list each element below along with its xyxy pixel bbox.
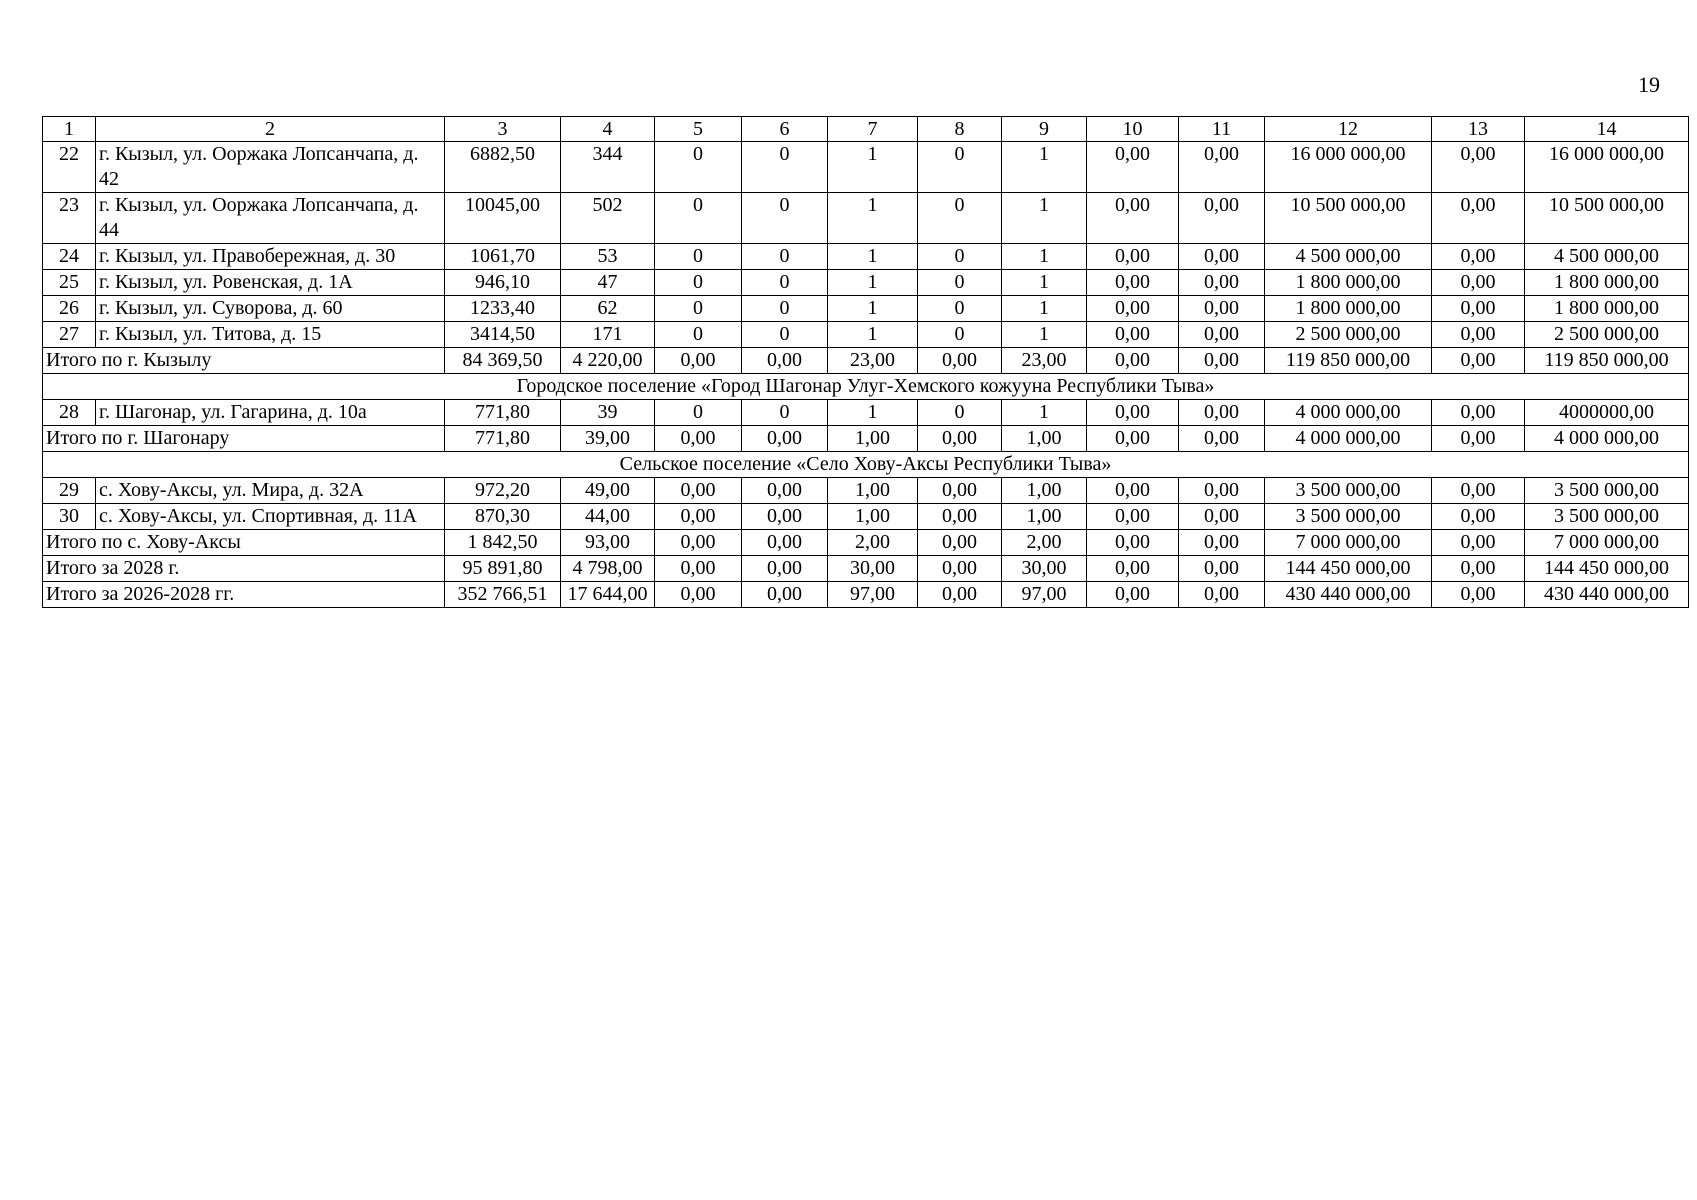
table-cell: 0 xyxy=(918,400,1002,426)
table-cell: г. Кызыл, ул. Ооржака Лопсанчапа, д. 42 xyxy=(96,142,445,193)
table-cell: 3 500 000,00 xyxy=(1265,504,1432,530)
table-row xyxy=(43,270,1689,296)
table-cell: 10 500 000,00 xyxy=(1525,193,1689,244)
table-cell: 0,00 xyxy=(1432,400,1525,426)
table-cell: 0,00 xyxy=(1179,530,1265,556)
table-cell: 16 000 000,00 xyxy=(1525,142,1689,193)
table-cell: 1 800 000,00 xyxy=(1265,270,1432,296)
table-cell: 44,00 xyxy=(561,504,655,530)
table-cell: 0,00 xyxy=(1179,296,1265,322)
table-cell: 771,80 xyxy=(445,426,561,452)
table-cell: 0,00 xyxy=(918,504,1002,530)
table-cell: 0,00 xyxy=(1432,296,1525,322)
table-cell: 1 xyxy=(43,117,96,142)
table-cell: 0,00 xyxy=(1432,426,1525,452)
table-cell: 1233,40 xyxy=(445,296,561,322)
table-cell: Итого по с. Хову-Аксы xyxy=(43,530,445,556)
table-cell: 7 000 000,00 xyxy=(1265,530,1432,556)
table-row xyxy=(43,193,1689,244)
table-cell: 9 xyxy=(1002,117,1087,142)
table-cell: 23,00 xyxy=(828,348,918,374)
table-cell: 17 644,00 xyxy=(561,582,655,608)
table-cell: с. Хову-Аксы, ул. Спортивная, д. 11А xyxy=(96,504,445,530)
table-cell: 0 xyxy=(918,193,1002,244)
table-cell: 5 xyxy=(655,117,742,142)
table-cell: 0 xyxy=(742,270,828,296)
table-cell: 0,00 xyxy=(1087,556,1179,582)
table-row xyxy=(43,504,1689,530)
table-cell: 30,00 xyxy=(1002,556,1087,582)
table-cell: 30,00 xyxy=(828,556,918,582)
table-cell: 0,00 xyxy=(1179,556,1265,582)
table-cell: 27 xyxy=(43,322,96,348)
table-cell: 39 xyxy=(561,400,655,426)
table-cell: 502 xyxy=(561,193,655,244)
table-cell: 2 500 000,00 xyxy=(1525,322,1689,348)
table-cell: 1 xyxy=(1002,400,1087,426)
table-cell: 53 xyxy=(561,244,655,270)
table-cell: 0,00 xyxy=(918,348,1002,374)
table-cell: 0,00 xyxy=(1179,193,1265,244)
table-cell: 4 798,00 xyxy=(561,556,655,582)
table-body xyxy=(43,117,1689,608)
section-row xyxy=(43,452,1689,478)
table-cell: 0,00 xyxy=(1179,142,1265,193)
table-cell: 0,00 xyxy=(1087,322,1179,348)
table-cell: 430 440 000,00 xyxy=(1525,582,1689,608)
table-cell: 0 xyxy=(742,142,828,193)
table-cell: 0,00 xyxy=(918,530,1002,556)
table-cell: 1,00 xyxy=(828,426,918,452)
header-row xyxy=(43,117,1689,142)
table-cell: 4 220,00 xyxy=(561,348,655,374)
table-cell: 0,00 xyxy=(1087,530,1179,556)
total-row xyxy=(43,530,1689,556)
table-cell: 1 xyxy=(1002,193,1087,244)
table-cell: 352 766,51 xyxy=(445,582,561,608)
table-row xyxy=(43,296,1689,322)
table-cell: с. Хову-Аксы, ул. Мира, д. 32А xyxy=(96,478,445,504)
table-cell: 0 xyxy=(742,193,828,244)
table-cell: 0,00 xyxy=(655,504,742,530)
table-cell: 0,00 xyxy=(655,582,742,608)
table-row xyxy=(43,142,1689,193)
table-cell: 0,00 xyxy=(1179,582,1265,608)
table-cell: 97,00 xyxy=(1002,582,1087,608)
table-cell: 7 000 000,00 xyxy=(1525,530,1689,556)
table-cell: 0,00 xyxy=(1179,478,1265,504)
table-cell: 1 xyxy=(828,244,918,270)
table-cell: 0,00 xyxy=(1179,322,1265,348)
table-cell: 25 xyxy=(43,270,96,296)
table-cell: 0,00 xyxy=(1087,582,1179,608)
table-cell: 1 xyxy=(828,296,918,322)
table-cell: 0 xyxy=(918,322,1002,348)
table-cell: 0 xyxy=(742,322,828,348)
table-cell: 30 xyxy=(43,504,96,530)
table-cell: 1,00 xyxy=(828,504,918,530)
table-cell: 1 800 000,00 xyxy=(1265,296,1432,322)
table-cell: 0,00 xyxy=(1087,504,1179,530)
table-cell: 0,00 xyxy=(742,530,828,556)
table-cell: 0 xyxy=(655,270,742,296)
table-cell: 95 891,80 xyxy=(445,556,561,582)
table-cell: 0,00 xyxy=(1087,270,1179,296)
table-cell: 39,00 xyxy=(561,426,655,452)
table-cell: 0,00 xyxy=(655,348,742,374)
table-cell: 62 xyxy=(561,296,655,322)
table-cell: 0,00 xyxy=(1432,478,1525,504)
table-cell: 171 xyxy=(561,322,655,348)
table-row xyxy=(43,400,1689,426)
total-row xyxy=(43,426,1689,452)
table-cell: 1 xyxy=(1002,244,1087,270)
table-cell: 1 xyxy=(1002,296,1087,322)
table-cell: 0 xyxy=(742,400,828,426)
table-row xyxy=(43,478,1689,504)
table-cell: г. Кызыл, ул. Ооржака Лопсанчапа, д. 44 xyxy=(96,193,445,244)
table-cell: 0,00 xyxy=(1087,400,1179,426)
table-cell: 0,00 xyxy=(1087,193,1179,244)
table-cell: 1,00 xyxy=(828,478,918,504)
table-cell: 3 500 000,00 xyxy=(1265,478,1432,504)
table-cell: 0,00 xyxy=(742,478,828,504)
table-cell: 771,80 xyxy=(445,400,561,426)
table-cell: Итого по г. Кызылу xyxy=(43,348,445,374)
table-cell: 0 xyxy=(655,193,742,244)
table-cell: 0,00 xyxy=(1432,270,1525,296)
table-cell: г. Кызыл, ул. Правобережная, д. 30 xyxy=(96,244,445,270)
page-number: 19 xyxy=(1638,72,1660,97)
table-cell: 0,00 xyxy=(1087,478,1179,504)
table-cell: 0,00 xyxy=(1179,244,1265,270)
table-cell: 3 500 000,00 xyxy=(1525,478,1689,504)
table-cell: 8 xyxy=(918,117,1002,142)
table-cell: 28 xyxy=(43,400,96,426)
table-cell: 4 000 000,00 xyxy=(1265,400,1432,426)
table-cell: 0,00 xyxy=(1432,582,1525,608)
table-cell: 0,00 xyxy=(742,348,828,374)
table-cell: 24 xyxy=(43,244,96,270)
table-cell: 4 xyxy=(561,117,655,142)
table-cell: 1 xyxy=(828,322,918,348)
table-cell: 13 xyxy=(1432,117,1525,142)
table-cell: 0 xyxy=(918,244,1002,270)
table-cell: 1,00 xyxy=(1002,426,1087,452)
table-cell: 1 xyxy=(828,270,918,296)
table-cell: Сельское поселение «Село Хову-Аксы Республики Тыва» xyxy=(43,452,1689,478)
table-cell: 1061,70 xyxy=(445,244,561,270)
table-cell: 0,00 xyxy=(655,478,742,504)
table-cell: 119 850 000,00 xyxy=(1525,348,1689,374)
table-cell: 1 xyxy=(1002,142,1087,193)
table-cell: 0,00 xyxy=(742,426,828,452)
table-cell: 0,00 xyxy=(1179,426,1265,452)
total-row xyxy=(43,582,1689,608)
table-cell: 7 xyxy=(828,117,918,142)
table-cell: 0,00 xyxy=(1179,504,1265,530)
table-cell: 29 xyxy=(43,478,96,504)
table-cell: 972,20 xyxy=(445,478,561,504)
table-cell: 4 500 000,00 xyxy=(1265,244,1432,270)
table-cell: 26 xyxy=(43,296,96,322)
table-cell: 0 xyxy=(655,142,742,193)
table-cell: 0,00 xyxy=(1087,244,1179,270)
table-cell: 119 850 000,00 xyxy=(1265,348,1432,374)
table-cell: 4000000,00 xyxy=(1525,400,1689,426)
table-cell: 1 xyxy=(828,142,918,193)
table-cell: 97,00 xyxy=(828,582,918,608)
table-cell: 6 xyxy=(742,117,828,142)
table-cell: 10045,00 xyxy=(445,193,561,244)
table-cell: 0 xyxy=(918,142,1002,193)
table-cell: 0 xyxy=(655,296,742,322)
table-cell: 1 800 000,00 xyxy=(1525,270,1689,296)
table-cell: 0,00 xyxy=(655,530,742,556)
table-cell: 0,00 xyxy=(918,426,1002,452)
table-cell: 870,30 xyxy=(445,504,561,530)
table-cell: 22 xyxy=(43,142,96,193)
table-cell: 0,00 xyxy=(1087,142,1179,193)
table-cell: 14 xyxy=(1525,117,1689,142)
table-cell: 0,00 xyxy=(1432,244,1525,270)
table-cell: 6882,50 xyxy=(445,142,561,193)
table-cell: 144 450 000,00 xyxy=(1265,556,1432,582)
section-row xyxy=(43,374,1689,400)
table-cell: 0,00 xyxy=(655,556,742,582)
total-row xyxy=(43,556,1689,582)
table-cell: 2 xyxy=(96,117,445,142)
table-cell: Итого за 2026-2028 гг. xyxy=(43,582,445,608)
table-cell: 0 xyxy=(742,244,828,270)
table-cell: 12 xyxy=(1265,117,1432,142)
table-cell: 1 842,50 xyxy=(445,530,561,556)
table-cell: 0,00 xyxy=(1432,142,1525,193)
table-cell: 3414,50 xyxy=(445,322,561,348)
table-cell: 0,00 xyxy=(1432,348,1525,374)
table-cell: 3 500 000,00 xyxy=(1525,504,1689,530)
table-cell: 0 xyxy=(918,296,1002,322)
table-cell: 144 450 000,00 xyxy=(1525,556,1689,582)
table-cell: 0,00 xyxy=(1432,322,1525,348)
table-cell: 946,10 xyxy=(445,270,561,296)
total-row xyxy=(43,348,1689,374)
table-cell: 0,00 xyxy=(1087,348,1179,374)
table-cell: 0,00 xyxy=(1179,270,1265,296)
table-cell: Городское поселение «Город Шагонар Улуг-Хемского кожууна Республики Тыва» xyxy=(43,374,1689,400)
table-cell: 0,00 xyxy=(655,426,742,452)
table-cell: 0,00 xyxy=(742,504,828,530)
table-cell: 3 xyxy=(445,117,561,142)
table-cell: 0,00 xyxy=(918,556,1002,582)
table-cell: 0 xyxy=(742,296,828,322)
table-cell: 0 xyxy=(655,244,742,270)
table-cell: 1,00 xyxy=(1002,478,1087,504)
table-cell: 344 xyxy=(561,142,655,193)
table-cell: Итого за 2028 г. xyxy=(43,556,445,582)
table-cell: г. Кызыл, ул. Суворова, д. 60 xyxy=(96,296,445,322)
table-cell: г. Кызыл, ул. Ровенская, д. 1А xyxy=(96,270,445,296)
table-row xyxy=(43,244,1689,270)
table-cell: 0,00 xyxy=(1432,504,1525,530)
table-cell: 1 xyxy=(1002,322,1087,348)
table-cell: 0,00 xyxy=(1179,400,1265,426)
table-cell: 0,00 xyxy=(1432,556,1525,582)
table-cell: г. Шагонар, ул. Гагарина, д. 10а xyxy=(96,400,445,426)
table-cell: 0,00 xyxy=(742,556,828,582)
table-cell: 4 000 000,00 xyxy=(1525,426,1689,452)
table-cell: 0 xyxy=(655,322,742,348)
table-cell: 0,00 xyxy=(918,582,1002,608)
table-cell: 93,00 xyxy=(561,530,655,556)
table-cell: 4 000 000,00 xyxy=(1265,426,1432,452)
table-cell: 0 xyxy=(918,270,1002,296)
table-cell: 1 xyxy=(1002,270,1087,296)
table-cell: 0,00 xyxy=(1179,348,1265,374)
table-cell: 47 xyxy=(561,270,655,296)
table-cell: г. Кызыл, ул. Титова, д. 15 xyxy=(96,322,445,348)
table-cell: 84 369,50 xyxy=(445,348,561,374)
program-table xyxy=(42,116,1689,608)
table-cell: 11 xyxy=(1179,117,1265,142)
table-row xyxy=(43,322,1689,348)
table-cell: 430 440 000,00 xyxy=(1265,582,1432,608)
table-cell: 0,00 xyxy=(918,478,1002,504)
table-cell: 16 000 000,00 xyxy=(1265,142,1432,193)
table-cell: 23 xyxy=(43,193,96,244)
table-cell: 0,00 xyxy=(1432,530,1525,556)
table-cell: 2,00 xyxy=(828,530,918,556)
table-cell: 49,00 xyxy=(561,478,655,504)
table-cell: 0,00 xyxy=(1087,426,1179,452)
table-cell: 2,00 xyxy=(1002,530,1087,556)
table-cell: 2 500 000,00 xyxy=(1265,322,1432,348)
table-cell: 0,00 xyxy=(1087,296,1179,322)
table-cell: 4 500 000,00 xyxy=(1525,244,1689,270)
table-cell: 1,00 xyxy=(1002,504,1087,530)
table-cell: 10 500 000,00 xyxy=(1265,193,1432,244)
table-cell: 10 xyxy=(1087,117,1179,142)
table-cell: 1 xyxy=(828,400,918,426)
table-cell: 1 xyxy=(828,193,918,244)
table-cell: 0 xyxy=(655,400,742,426)
table-cell: 1 800 000,00 xyxy=(1525,296,1689,322)
table-cell: Итого по г. Шагонару xyxy=(43,426,445,452)
table-cell: 23,00 xyxy=(1002,348,1087,374)
table-cell: 0,00 xyxy=(742,582,828,608)
table-cell: 0,00 xyxy=(1432,193,1525,244)
